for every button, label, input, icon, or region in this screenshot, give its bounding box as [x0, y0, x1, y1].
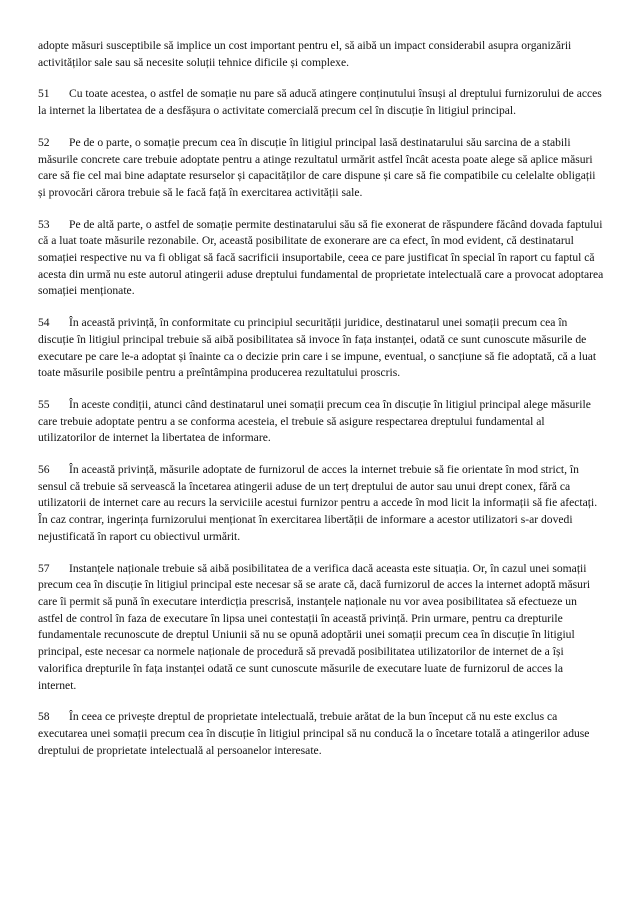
paragraph-text: În această privință, în conformitate cu principiul securității juridice, destinatarul unei somații precum cea în discuție în litigiul principal trebuie să aibă posibilitatea să invoce în fața instanței, odată ce sunt cunoscute măsurile de executare pe care le-a adoptat și înainte ca o decizie prin care i se impune, eventual, o sancțiune să fie adoptată, că a luat toate măsurile posibile pentru a preîntâmpina producerea rezultatului proscris. [38, 316, 597, 380]
continuation-paragraph [38, 38, 604, 71]
paragraph-number: 58 [38, 710, 50, 724]
paragraph-number: 51 [38, 87, 50, 101]
paragraph-number: 52 [38, 135, 50, 149]
paragraph-text: Pe de o parte, o somație precum cea în discuție în litigiul principal lasă destinatarului său sarcina de a stabili măsurile concrete care trebuie adoptate pentru a atinge rezultatul urmărit astfel încât acesta poate alege să aplice măsuri care să fie cel mai bine adaptate resurselor și capacităților de care dispune și care să fie compatibile cu celelalte obligații și provocări cărora trebuie să le facă față în exercitarea activității sale. [38, 135, 596, 199]
paragraph-54 [38, 315, 604, 382]
paragraph-number: 57 [38, 561, 50, 575]
paragraph-number: 55 [38, 397, 50, 411]
paragraph-56 [38, 462, 604, 546]
paragraph-53 [38, 217, 604, 301]
paragraph-text: În aceste condiții, atunci când destinatarul unei somații precum cea în discuție în litigiul principal alege măsurile care trebuie adoptate pentru a se conforma acesteia, el trebuie să asigure respectarea dreptului fundamental al utilizatorilor de internet la libertatea de informare. [38, 397, 591, 445]
paragraph-text: În această privință, măsurile adoptate de furnizorul de acces la internet trebuie să fie orientate în mod strict, în sensul că trebuie să servească la încetarea atingerii aduse de un terț dreptului de autor sau unui drept conex, fără ca utilizatorii de internet care au recurs la serviciile acestui furnizor pentru a accede în mod licit la informații să fie afectați. În caz contrar, ingerința furnizorului menționat în exercitarea libertății de informare a acestor utilizatori s-ar dovedi nejustificată în raport cu obiectivul urmărit. [38, 463, 598, 543]
document-page [38, 38, 604, 774]
paragraph-text: adopte măsuri susceptibile să implice un cost important pentru el, să aibă un impact considerabil asupra organizării activităților sale sau să necesite soluții tehnice dificile și complexe. [38, 39, 572, 69]
paragraph-58 [38, 709, 604, 759]
paragraph-51 [38, 86, 604, 119]
paragraph-text: Cu toate acestea, o astfel de somație nu pare să aducă atingere conținutului însuși al dreptului furnizorului de acces la internet la libertatea de a desfășura o activitate comercială precum cel în discuție în litigiul principal. [38, 87, 602, 118]
paragraph-text: În ceea ce privește dreptul de proprietate intelectuală, trebuie arătat de la bun început că nu este exclus ca executarea unei somații precum cea în discuție în litigiul principal să nu conducă la o încetare totală a atingerilor aduse dreptului de proprietate intelectuală al persoanelor interesate. [38, 710, 590, 757]
paragraph-57 [38, 561, 604, 695]
paragraph-text: Pe de altă parte, o astfel de somație permite destinatarului său să fie exonerat de răspundere făcând dovada faptului că a luat toate măsurile rezonabile. Or, această posibilitate de exonerare are ca efect, în mod evident, că destinatarul somației respective nu va fi obligat să facă sacrificii insuportabile, ceea ce pare justificat în special în raport cu faptul că acesta din urmă nu este autorul atingerii aduse dreptului fundamental de proprietate intelectuală care a provocat adoptarea somației menționate. [38, 217, 604, 298]
paragraph-text: Instanțele naționale trebuie să aibă posibilitatea de a verifica dacă aceasta este situația. Or, în cazul unei somații precum cea în discuție în litigiul principal este necesar să se arate că, dacă furnizorul de acces la internet adoptă măsuri care îi permit să pună în executare interdicția prescrisă, instanțele naționale nu vor avea posibilitatea să efectueze un astfel de control în faza de executare în lipsa unei contestații în această privință. Prin urmare, pentru ca drepturile fundamentale recunoscute de dreptul Uniunii să nu se opună adoptării unei somații precum cea în discuție în litigiul principal, este necesar ca normele naționale de procedură să prevadă posibilitatea utilizatorilor de internet de a își valorifica drepturile în fața instanței odată ce sunt cunoscute măsurile de executare luate de furnizorul de acces la internet. [38, 561, 591, 692]
paragraph-55 [38, 397, 604, 447]
paragraph-number: 56 [38, 463, 50, 477]
paragraph-52 [38, 135, 604, 202]
paragraph-number: 53 [38, 217, 50, 231]
paragraph-number: 54 [38, 316, 50, 330]
